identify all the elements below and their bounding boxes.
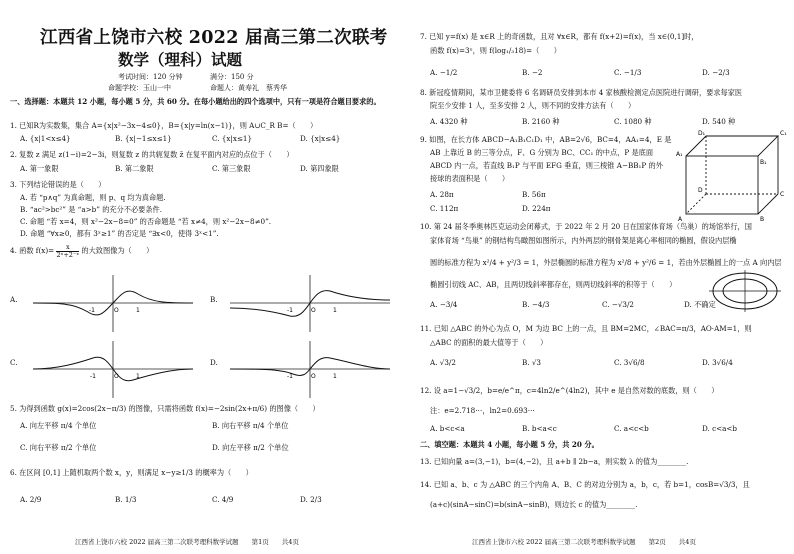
question-10-line4: 椭圆引切线 AC、AB，且两切线斜率都存在，则两切线斜率的积等于（ ） <box>430 280 677 289</box>
svg-text:1: 1 <box>333 307 337 314</box>
q8-option-a: A. 4320 种 <box>430 117 468 126</box>
q10-option-d: D. 不确定 <box>684 300 716 309</box>
q12-option-c: C. a<c<b <box>614 424 649 433</box>
exam-time: 考试时间：120 分钟 <box>118 73 183 81</box>
question-9-line3: ABCD 内一点，若直线 B₁P 与平面 EFG 垂直，则三棱锥 A−BB₁P 的外 <box>430 161 663 170</box>
setters: 命题人：黄寿礼 蔡秀华 <box>210 84 287 92</box>
svg-text:O: O <box>311 373 316 380</box>
q4-numerator: x <box>56 244 79 252</box>
q8-option-c: C. 1080 种 <box>614 117 652 126</box>
q1-option-b: B. {x|−1≤x≤1} <box>115 134 172 143</box>
q4-prefix: 4. 函数 f(x)= <box>10 246 55 255</box>
question-9-line4: 接球的表面积是（ ） <box>430 174 510 183</box>
svg-text:O: O <box>311 307 316 314</box>
cube-label-c1: C₁ <box>780 130 787 137</box>
question-2: 2. 复数 z 满足 z(1−i)=2−3i，则复数 z 的共轭复数 z̄ 在复平面内对应的点位于（ ） <box>10 150 294 159</box>
q6-option-a: A. 2/9 <box>20 495 42 504</box>
cube-label-d1: D₁ <box>698 130 706 137</box>
question-6: 6. 在区间 [0,1] 上随机取两个数 x，y，则满足 x−y≥1/3 的概率为（ ） <box>10 468 253 477</box>
q3-option-d: D. 命题 “∀x≥0，都有 3ˣ≥1” 的否定是 “∃x<0，使得 3ˣ<1”. <box>20 229 219 238</box>
q8-option-b: B. 2160 种 <box>522 117 560 126</box>
q7-option-c: C. −1/3 <box>614 68 642 77</box>
q9-option-b: B. 56π <box>522 190 546 199</box>
svg-text:-1: -1 <box>287 373 293 380</box>
q6-option-c: C. 4/9 <box>212 495 234 504</box>
cube-label-a: A <box>678 216 683 223</box>
question-8: 8. 新冠疫情期间，某市卫健委将 6 名调研员安排到本市 4 家核酸检测定点医院进行调研，要求每家医 <box>420 88 743 97</box>
full-score: 满分：150 分 <box>210 73 254 81</box>
graph-d <box>225 338 395 400</box>
question-9: 9. 如图，在长方体 ABCD−A₁B₁C₁D₁ 中，AB=2√6，BC=4，AA₁=4，E 是 <box>420 135 672 144</box>
graph-b <box>225 272 395 334</box>
q3-option-b: B. “ac²>bc²” 是 “a>b” 的充分不必要条件. <box>20 205 163 214</box>
svg-text:-1: -1 <box>89 307 95 314</box>
q11-option-c: C. 3√6/8 <box>614 358 645 367</box>
q2-option-b: B. 第二象限 <box>115 164 154 173</box>
q12-option-a: A. b<c<a <box>430 424 465 433</box>
question-14-cont: (a+c)(sinA−sinC)=b(sinA−sinB)，则边长 c 的值为________. <box>430 500 638 509</box>
cube-label-b: B <box>760 216 765 223</box>
question-12-note: 注：e=2.718⋯，ln2=0.693⋯ <box>430 406 535 415</box>
exam-subtitle: 数学（理科）试题 <box>118 50 243 69</box>
page-right <box>402 0 794 554</box>
q12-option-b: B. b<a<c <box>522 424 557 433</box>
q10-option-c: C. −√3/2 <box>602 300 634 309</box>
exam-title: 江西省上饶市六校 2022 届高三第二次联考 <box>40 28 388 48</box>
q9-option-a: A. 28π <box>430 190 454 199</box>
svg-text:-1: -1 <box>287 307 293 314</box>
setter-school: 命题学校：玉山一中 <box>108 84 171 92</box>
q12-option-d: D. c<a<b <box>702 424 738 433</box>
question-8-cont: 院至少安排 1 人，至多安排 2 人，则不同的安排方法有（ ） <box>430 101 636 110</box>
q7-option-d: D. −2/3 <box>702 68 730 77</box>
q1-option-a: A. {x|1<x≤4} <box>20 134 71 143</box>
q2-option-c: C. 第三象限 <box>212 164 251 173</box>
question-11-cont: △ABC 的面积的最大值等于（ ） <box>430 338 548 347</box>
svg-text:O: O <box>114 307 119 314</box>
cube-label-d: D <box>698 187 703 194</box>
q10-option-b: B. −4/3 <box>522 300 550 309</box>
question-7: 7. 已知 y=f(x) 是 x∈R 上的奇函数，且对 ∀x∈R，都有 f(x+2)=f(x)，当 x∈(0,1]时， <box>420 32 699 41</box>
question-11: 11. 已知 △ABC 的外心为点 O，M 为边 BC 上的一点，且 BM=2MC，∠BAC=π/3，AO·AM=1，则 <box>420 324 752 333</box>
question-9-line2: AB 上靠近 B 的三等分点，F、G 分别为 BC、CC₁ 的中点，P 是底面 <box>430 148 654 157</box>
svg-text:1: 1 <box>136 307 140 314</box>
cube-label-c: C <box>780 191 785 198</box>
question-10: 10. 第 24 届冬季奥林匹克运动会闭幕式，于 2022 年 2 月 20 日在国家体育场（鸟巢）的场馆举行，国 <box>420 222 752 231</box>
cuboid-figure <box>674 128 789 223</box>
q11-option-a: A. √3/2 <box>430 358 456 367</box>
graph-d-label: D. <box>210 358 218 367</box>
question-7-cont: 函数 f(x)=3ˣ，则 f(log₁/₃18)=（ ） <box>430 46 561 55</box>
section2-heading: 二、填空题：本题共 4 小题，每小题 5 分，共 20 分。 <box>420 440 599 449</box>
q11-option-d: D. 3√6/4 <box>702 358 733 367</box>
svg-text:1: 1 <box>136 373 140 380</box>
graph-a-label: A. <box>10 295 18 304</box>
q5-option-a: A. 向左平移 π/4 个单位 <box>20 421 97 430</box>
q9-option-d: D. 224π <box>522 204 551 213</box>
q3-option-a: A. 若 “p∧q” 为真命题，则 p、q 均为真命题. <box>20 193 166 202</box>
svg-text:-1: -1 <box>90 373 96 380</box>
question-1: 1. 已知R为实数集，集合 A={x|x²−3x−4≤0}，B={x|y=ln(x−1)}，则 A∪C_R B=（ ） <box>10 121 318 130</box>
q7-option-a: A. −1/2 <box>430 68 458 77</box>
q3-option-c: C. 命题 “若 x=4，则 x²−2x−8=0” 的否命题是 “若 x≠4，则 x²−2x−8≠0”. <box>20 217 272 226</box>
question-5: 5. 为得到函数 g(x)=2cos(2x−π/3) 的图像，只需将函数 f(x)=−2sin(2x+π/6) 的图像（ ） <box>10 404 320 413</box>
q5-option-b: B. 向右平移 π/4 个单位 <box>212 421 289 430</box>
page1-footer: 江西省上饶市六校 2022 届高三第二次联考理科数学试题 第1页 共4页 <box>75 538 299 546</box>
q6-option-d: D. 2/3 <box>300 495 322 504</box>
q5-option-c: C. 向右平移 π/2 个单位 <box>20 443 97 452</box>
ellipse-figure <box>707 268 783 314</box>
question-10-line2: 家体育场 “鸟巢” 的钢结构鸟瞰图如图所示，内外两层的钢骨架是离心率相同的椭圆，假设内层椭 <box>430 236 737 245</box>
question-3: 3. 下列结论错误的是（ ） <box>10 180 106 189</box>
q7-option-b: B. −2 <box>522 68 543 77</box>
q4-fraction <box>56 244 79 258</box>
q6-option-b: B. 1/3 <box>115 495 137 504</box>
q2-option-d: D. 第四象限 <box>300 164 339 173</box>
graph-a <box>28 272 198 334</box>
question-13: 13. 已知向量 a=(3,−1)，b=(4,−2)，且 a+b ∥ 2b−a，则实数 λ 的值为________. <box>420 457 689 466</box>
q5-option-d: D. 向左平移 π/2 个单位 <box>212 443 289 452</box>
svg-text:O: O <box>114 373 119 380</box>
q9-option-c: C. 112π <box>430 204 459 213</box>
q2-option-a: A. 第一象限 <box>20 164 59 173</box>
svg-text:1: 1 <box>333 373 337 380</box>
q4-denominator: 2ˣ+2⁻ˣ <box>56 250 80 259</box>
q1-option-d: D. {x|x≤4} <box>300 134 341 143</box>
cube-label-a1: A₁ <box>676 151 683 158</box>
q10-option-a: A. −3/4 <box>430 300 458 309</box>
question-14: 14. 已知 a、b、c 为 △ABC 的三个内角 A、B、C 的对边分别为 a，b，c，若 b=1，cosB=√3/3，且 <box>420 480 750 489</box>
question-12: 12. 设 a=1−√3/2，b=e/e^π，c=4ln2/e^(4ln2)，其中 e 是自然对数的底数，则（ ） <box>420 386 719 395</box>
graph-c <box>28 338 198 400</box>
question-4 <box>10 244 153 258</box>
section1-heading: 一、选择题：本题共 12 小题，每小题 5 分，共 60 分。在每小题给出的四个选项中，只有一项是符合题目要求的。 <box>10 97 381 106</box>
question-10-line3: 圆的标准方程为 x²/4 + y²/3 = 1，外层椭圆的标准方程为 x²/8 + y²/6 = 1，若由外层椭圆上的一点 A 向内层 <box>430 258 782 267</box>
graph-b-label: B. <box>210 295 218 304</box>
page2-footer: 江西省上饶市六校 2022 届高三第二次联考理科数学试题 第2页 共4页 <box>472 538 696 546</box>
q11-option-b: B. √3 <box>522 358 542 367</box>
graph-c-label: C. <box>10 358 18 367</box>
q8-option-d: D. 540 种 <box>702 117 736 126</box>
q1-option-c: C. {x|x≤1} <box>212 134 253 143</box>
q4-suffix: 的大致图像为（ ） <box>81 246 154 255</box>
cube-label-b1: B₁ <box>760 159 767 166</box>
